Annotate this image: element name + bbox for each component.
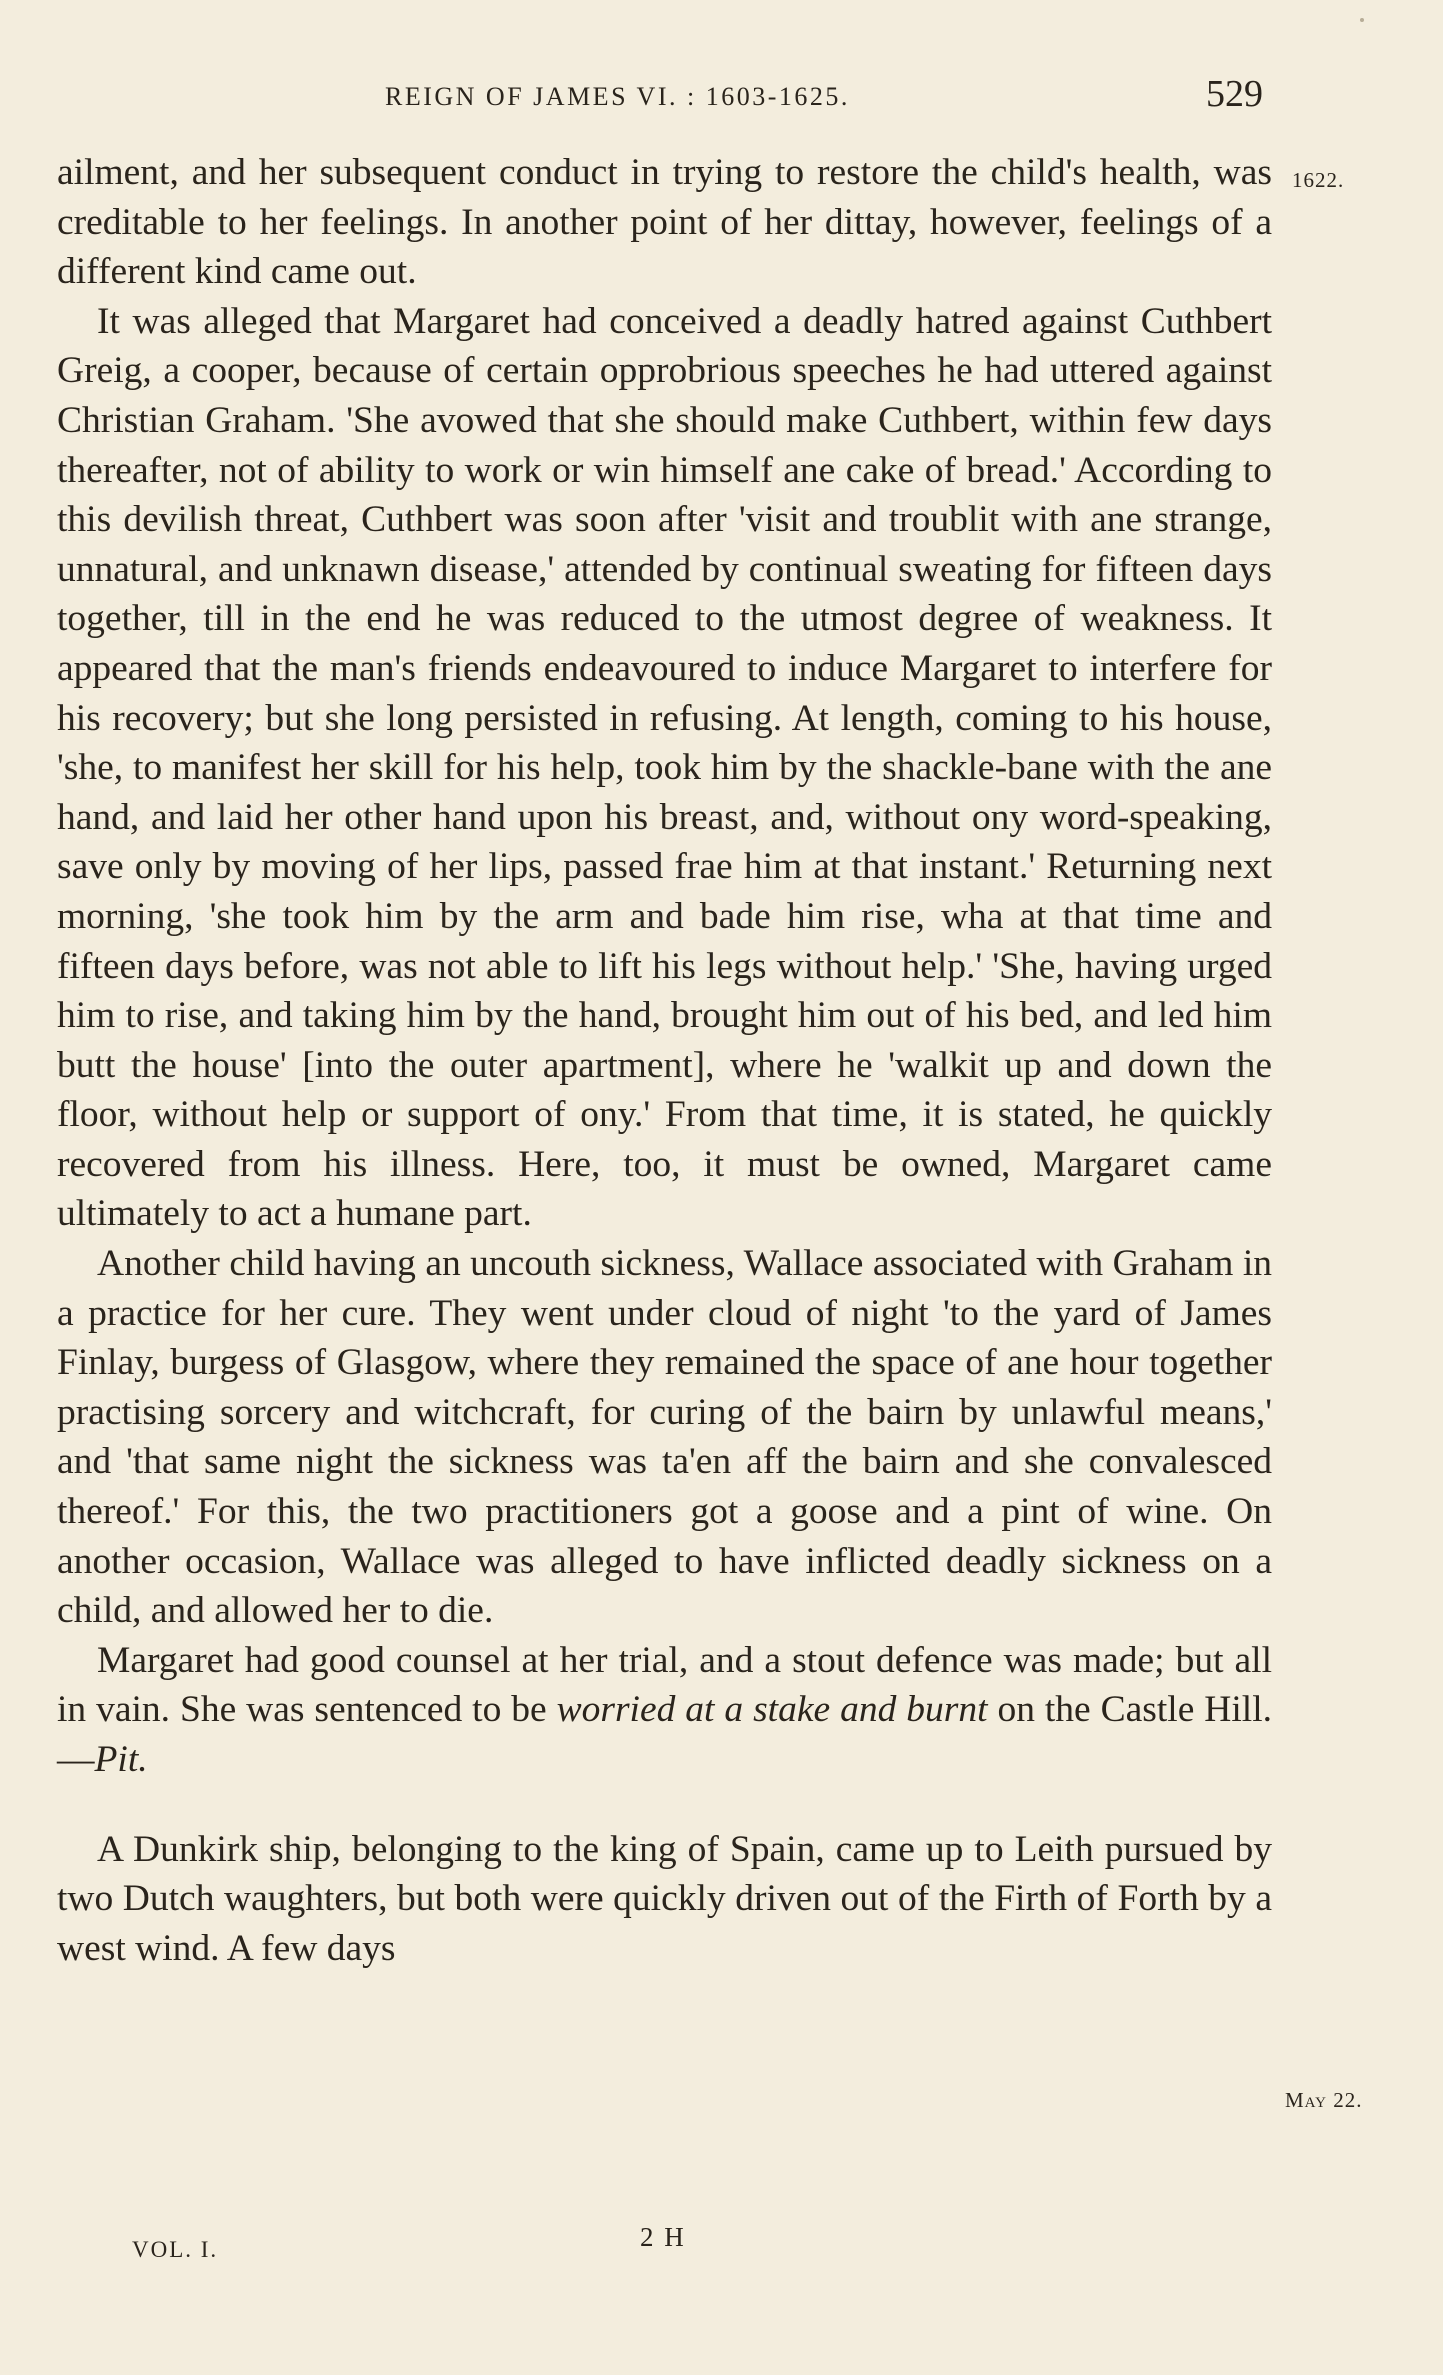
sentence-italic-text: worried at a stake and burnt	[556, 1689, 988, 1731]
signature-mark: 2 H	[640, 2222, 686, 2252]
page-number: 529	[1206, 73, 1263, 115]
paper-speck	[1360, 18, 1364, 22]
margin-year-note: 1622.	[1292, 168, 1345, 192]
sentence-mid-text: on the Castle Hill.—	[57, 1689, 1272, 1780]
source-citation: Pit.	[94, 1739, 148, 1780]
paragraph-child-cure: Another child having an uncouth sickness, Wallace associated with Graham in a practice for her cure. They went under cloud of night 'to the yard of James Finlay, burgess of Glasgow, where they remained the space of ane hour together practising sorcery and witchcraft, for curing of the bairn by unlawful means,' and 'that same night the sickness was ta'en aff the bairn and she convalesced thereof.' For this, the two practitioners got a goose and a pint of wine. On another occasion, Wallace was alleged to have inflicted deadly sickness on a child, and allowed her to die.	[57, 1243, 1272, 1632]
margin-date-note: May 22.	[1285, 2088, 1363, 2112]
volume-label: VOL. I.	[132, 2237, 219, 2262]
body-text	[57, 148, 1272, 1973]
sentence-lead-text: Margaret had good counsel at her trial, and a stout defence was made; but all in vain. She was sentenced to be	[57, 1639, 1272, 1731]
running-title: REIGN OF JAMES VI. : 1603-1625.	[385, 82, 850, 111]
paragraph-continued: ailment, and her subsequent conduct in trying to restore the child's health, was creditable to her feelings. In another point of her dittay, however, feelings of a different kind came out.	[57, 152, 1272, 293]
paragraph-cuthbert-greig: It was alleged that Margaret had conceived a deadly hatred against Cuthbert Greig, a cooper, because of certain opprobrious speeches he had uttered against Christian Graham. 'She avowed that she should make Cuthbert, within few days thereafter, not of ability to work or win himself ane cake of bread.' According to this devilish threat, Cuthbert was soon after 'visit and troublit with ane strange, unnatural, and unknawn disease,' attended by continual sweating for fifteen days together, till in the end he was reduced to the utmost degree of weakness. It appeared that the man's friends endeavoured to induce Margaret to interfere for his recovery; but she long persisted in refusing. At length, coming to his house, 'she, to manifest her skill for his help, took him by the shackle-bane with the ane hand, and laid her other hand upon his breast, and, without ony word-speaking, save only by moving of her lips, passed frae him at that instant.' Returning next morning, 'she took him by the arm and bade him rise, wha at that time and fifteen days before, was not able to lift his legs without help.' 'She, having urged him to rise, and taking him by the hand, brought him out of his bed, and led him butt the house' [into the outer apartment], where he 'walkit up and down the floor, without help or support of ony.' From that time, it is stated, he quickly recovered from his illness. Here, too, it must be owned, Margaret came ultimately to act a humane part.	[57, 300, 1272, 1235]
paragraph-dunkirk-ship: A Dunkirk ship, belonging to the king of Spain, came up to Leith pursued by two Dutch waughters, but both were quickly driven out of the Firth of Forth by a west wind. A few days	[57, 1828, 1272, 1969]
paragraph-sentence	[57, 1636, 1272, 1785]
